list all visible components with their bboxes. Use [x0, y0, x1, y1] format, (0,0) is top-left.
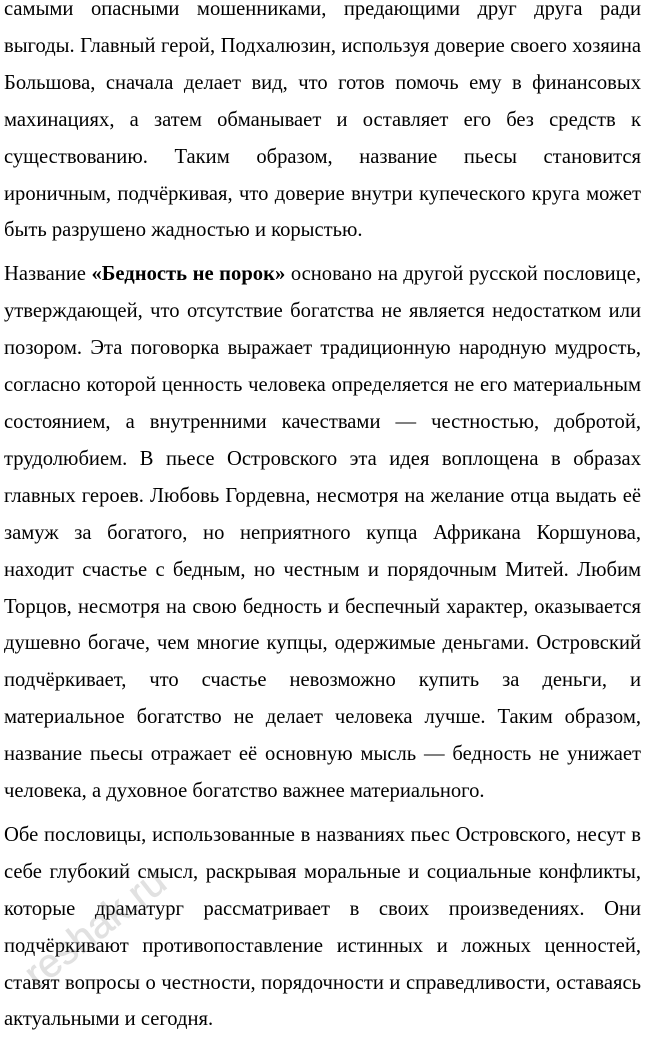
- paragraph-prefix: Название: [4, 263, 92, 286]
- play-title-bold: «Бедность не порок»: [91, 263, 286, 286]
- paragraph-podkhalyuzin: [4, 0, 641, 249]
- paragraph-text: Обе пословицы, использованные в названиях пьес Островского, несут в себе глубокий смысл, раскрывая моральные и социальные конфликты, которые драматург рассматривает в своих произведениях. Они подчёркивают противопоставление истинных и ложных ценностей, ставят вопросы о честности, порядочности и справедливости, оставаясь актуальными и сегодня.: [4, 823, 641, 1031]
- paragraph-bednost-ne-porok: [4, 256, 641, 810]
- paragraph-text: самыми опасными мошенниками, предающими друг друга ради выгоды. Главный герой, Подхалюзин, используя доверие своего хозяина Большова, сначала делает вид, что готов помочь ему в финансовых махинациях, а затем обманывает и оставляет его без средств к существованию. Таким образом, название пьесы становится ироничным, подчёркивая, что доверие внутри купеческого круга может быть разрушено жадностью и корыстью.: [4, 0, 641, 242]
- document-page: [4, 0, 641, 1045]
- paragraph-rest: основано на другой русской пословице, утверждающей, что отсутствие богатства не является недостатком или позором. Эта поговорка выражает традиционную народную мудрость, согласно которой ценность человека определяется не его материальным состоянием, а внутренними качествами — честностью, добротой, трудолюбием. В пьесе Островского эта идея воплощена в образах главных героев. Любовь Гордевна, несмотря на желание отца выдать её замуж за богатого, но неприятного купца Африкана Коршунова, находит счастье с бедным, но честным и порядочным Митей. Любим Торцов, несмотря на свою бедность и беспечный характер, оказывается душевно богаче, чем многие купцы, одержимые деньгами. Островский подчёркивает, что счастье невозможно купить за деньги, и материальное богатство не делает человека лучше. Таким образом, название пьесы отражает её основную мысль — бедность не унижает человека, а духовное богатство важнее материального.: [4, 263, 641, 803]
- watermark-text: reshak.ru: [15, 859, 175, 997]
- paragraph-conclusion: [4, 817, 641, 1038]
